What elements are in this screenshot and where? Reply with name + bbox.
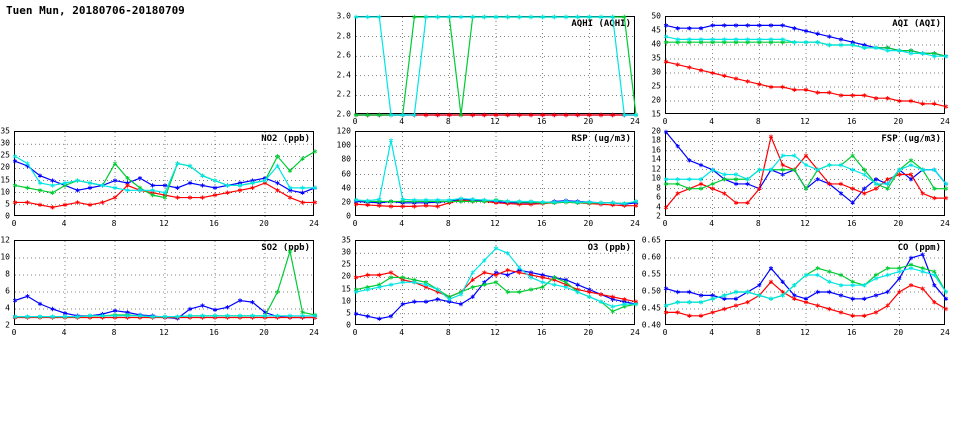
x-tick-label: 16 xyxy=(536,328,547,337)
y-tick-label: 12 xyxy=(651,164,661,174)
x-tick-label: 4 xyxy=(61,219,67,228)
x-tick-label: 12 xyxy=(490,328,500,337)
x-tick-label: 12 xyxy=(159,219,169,228)
plot-canvas-aqhi xyxy=(356,17,636,115)
y-tick-label: 80 xyxy=(341,154,351,164)
plot-canvas-o3 xyxy=(356,241,636,326)
plot-title-aqi: AQI (AQI) xyxy=(892,19,941,29)
y-tick-label: 6 xyxy=(5,286,10,296)
plot-title-rsp: RSP (ug/m3) xyxy=(571,134,631,144)
y-tick-label: 2.8 xyxy=(336,31,351,41)
x-tick-label: 24 xyxy=(940,328,950,337)
x-tick-label: 24 xyxy=(630,117,640,126)
y-tick-label: 2.0 xyxy=(336,109,351,119)
y-tick-label: 5 xyxy=(346,308,351,318)
x-tick-label: 4 xyxy=(61,328,67,337)
y-tick-label: 35 xyxy=(651,53,661,63)
y-tick-label: 4 xyxy=(5,303,10,313)
y-tick-label: 40 xyxy=(651,39,661,49)
y-tick-label: 30 xyxy=(0,138,10,148)
y-tick-label: 10 xyxy=(0,187,10,197)
x-tick-label: 16 xyxy=(536,219,547,228)
x-tick-label: 0 xyxy=(662,219,668,228)
y-tick-label: 35 xyxy=(0,126,10,136)
series-markers-day3 xyxy=(354,275,638,313)
y-tick-label: 20 xyxy=(651,126,661,136)
y-tick-label: 15 xyxy=(341,284,351,294)
y-tick-label: 10 xyxy=(0,252,10,262)
plot-area-so2 xyxy=(14,240,314,325)
plot-area-aqhi xyxy=(355,16,635,114)
plot-area-o3 xyxy=(355,240,635,325)
x-tick-label: 24 xyxy=(630,328,640,337)
y-tick-label: 15 xyxy=(651,109,661,119)
plot-canvas-no2 xyxy=(15,132,315,217)
y-tick-label: 25 xyxy=(341,259,351,269)
x-tick-label: 16 xyxy=(536,117,547,126)
x-tick-label: 24 xyxy=(630,219,640,228)
y-tick-label: 35 xyxy=(341,235,351,245)
y-tick-label: 50 xyxy=(651,11,661,21)
y-tick-label: 0.50 xyxy=(641,286,661,296)
plot-area-aqi xyxy=(665,16,945,114)
series-markers-day3 xyxy=(13,249,317,319)
y-tick-label: 3.0 xyxy=(336,11,351,21)
y-tick-label: 0.55 xyxy=(641,269,661,279)
y-tick-label: 20 xyxy=(651,95,661,105)
y-tick-label: 0.65 xyxy=(641,235,661,245)
y-tick-label: 20 xyxy=(0,162,10,172)
x-tick-label: 20 xyxy=(893,328,904,337)
x-tick-label: 12 xyxy=(159,328,169,337)
plot-title-co: CO (ppm) xyxy=(897,243,941,253)
x-tick-label: 12 xyxy=(490,117,500,126)
y-tick-label: 40 xyxy=(341,183,351,193)
x-tick-label: 12 xyxy=(800,328,810,337)
y-tick-label: 0 xyxy=(346,320,351,330)
y-tick-label: 2 xyxy=(5,320,10,330)
y-tick-label: 30 xyxy=(651,67,661,77)
x-tick-label: 4 xyxy=(709,219,715,228)
y-tick-label: 5 xyxy=(5,199,10,209)
x-tick-label: 0 xyxy=(11,328,17,337)
x-tick-label: 4 xyxy=(709,328,715,337)
x-tick-label: 12 xyxy=(800,219,810,228)
x-tick-label: 20 xyxy=(583,328,594,337)
plot-title-so2: SO2 (ppb) xyxy=(261,243,310,253)
y-tick-label: 6 xyxy=(656,192,661,202)
y-tick-label: 45 xyxy=(651,25,661,35)
x-tick-label: 0 xyxy=(11,219,17,228)
x-tick-label: 24 xyxy=(309,328,319,337)
plot-canvas-fsp xyxy=(666,132,946,217)
x-tick-label: 0 xyxy=(352,219,358,228)
x-tick-label: 8 xyxy=(445,328,451,337)
y-tick-label: 60 xyxy=(341,169,351,178)
x-tick-label: 12 xyxy=(800,117,810,126)
plot-canvas-aqi xyxy=(666,17,946,115)
y-tick-label: 0 xyxy=(5,211,10,221)
y-tick-label: 14 xyxy=(651,154,661,164)
y-tick-label: 15 xyxy=(0,175,10,185)
x-tick-label: 24 xyxy=(309,219,319,228)
y-tick-label: 10 xyxy=(341,296,351,306)
x-tick-label: 16 xyxy=(846,328,857,337)
y-tick-label: 120 xyxy=(336,126,351,136)
x-tick-label: 4 xyxy=(399,117,405,126)
plot-title-fsp: FSP (ug/m3) xyxy=(881,134,941,144)
y-tick-label: 12 xyxy=(0,235,10,245)
y-tick-label: 2.2 xyxy=(336,89,351,99)
x-tick-label: 4 xyxy=(399,328,405,337)
x-tick-label: 0 xyxy=(662,328,668,337)
page-title: Tuen Mun, 20180706-20180709 xyxy=(6,4,185,17)
x-tick-label: 24 xyxy=(940,117,950,126)
x-tick-label: 16 xyxy=(846,117,857,126)
x-tick-label: 20 xyxy=(259,219,269,228)
y-tick-label: 2 xyxy=(656,211,661,221)
x-tick-label: 0 xyxy=(352,117,358,126)
x-tick-label: 8 xyxy=(445,219,451,228)
x-tick-label: 8 xyxy=(111,328,117,337)
x-tick-label: 16 xyxy=(209,219,219,228)
x-tick-label: 8 xyxy=(755,328,761,337)
x-tick-label: 8 xyxy=(445,117,451,126)
y-tick-label: 100 xyxy=(336,140,351,150)
y-tick-label: 2.6 xyxy=(336,50,351,60)
x-tick-label: 8 xyxy=(111,219,117,228)
plot-area-fsp xyxy=(665,131,945,216)
series-line-day2 xyxy=(666,62,946,107)
y-tick-label: 25 xyxy=(0,150,10,160)
y-tick-label: 0.45 xyxy=(641,303,661,313)
y-tick-label: 0 xyxy=(346,211,351,221)
y-tick-label: 0.40 xyxy=(641,320,661,330)
x-tick-label: 20 xyxy=(893,117,904,126)
x-tick-label: 0 xyxy=(352,328,358,337)
x-tick-label: 16 xyxy=(846,219,857,228)
y-tick-label: 18 xyxy=(651,135,661,145)
plot-area-rsp xyxy=(355,131,635,216)
x-tick-label: 20 xyxy=(583,117,594,126)
y-tick-label: 20 xyxy=(341,197,351,207)
plot-title-aqhi: AQHI (AQHI) xyxy=(571,19,631,29)
x-tick-label: 0 xyxy=(662,117,668,126)
x-tick-label: 20 xyxy=(259,328,269,337)
plot-canvas-co xyxy=(666,241,946,326)
plot-canvas-rsp xyxy=(356,132,636,217)
x-tick-label: 4 xyxy=(399,219,405,228)
plot-canvas-so2 xyxy=(15,241,315,326)
plot-title-no2: NO2 (ppb) xyxy=(261,134,310,144)
x-tick-label: 8 xyxy=(755,219,761,228)
y-tick-label: 8 xyxy=(5,269,10,279)
y-tick-label: 0.60 xyxy=(641,252,661,262)
x-tick-label: 16 xyxy=(209,328,219,337)
y-tick-label: 8 xyxy=(656,183,661,193)
x-tick-label: 4 xyxy=(709,117,715,126)
y-tick-label: 10 xyxy=(651,173,661,183)
x-tick-label: 12 xyxy=(490,219,500,228)
plot-area-no2 xyxy=(14,131,314,216)
x-tick-label: 8 xyxy=(755,117,761,126)
x-tick-label: 20 xyxy=(583,219,594,228)
y-tick-label: 25 xyxy=(651,81,661,91)
y-tick-label: 16 xyxy=(651,145,661,155)
plot-title-o3: O3 (ppb) xyxy=(587,243,631,253)
x-tick-label: 20 xyxy=(893,219,904,228)
y-tick-label: 30 xyxy=(341,247,351,257)
y-tick-label: 2.4 xyxy=(336,70,351,80)
y-tick-label: 4 xyxy=(656,202,661,212)
y-tick-label: 20 xyxy=(341,271,351,281)
plot-area-co xyxy=(665,240,945,325)
x-tick-label: 24 xyxy=(940,219,950,228)
